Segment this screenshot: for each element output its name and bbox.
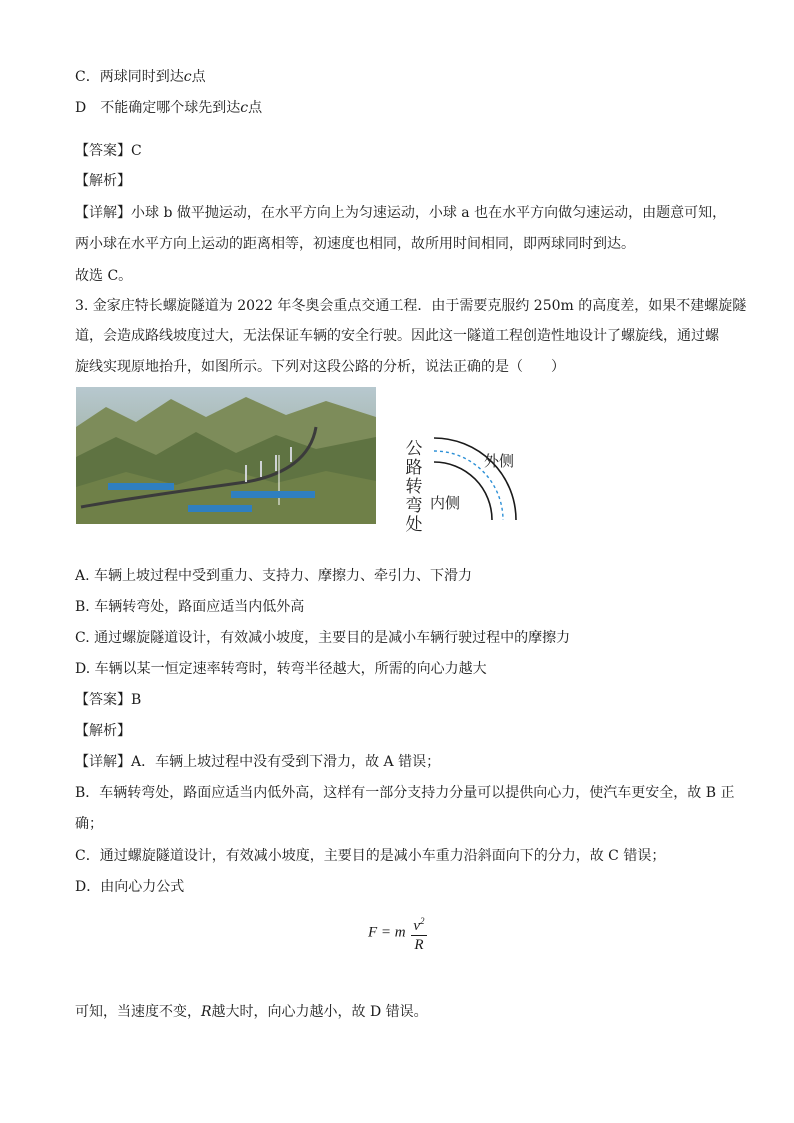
- final-text-1: 可知，当速度不变，: [75, 1004, 201, 1020]
- centripetal-force-formula: [368, 912, 427, 954]
- q3-detail-a: 【详解】A．车辆上坡过程中没有受到下滑力，故 A 错误；: [75, 754, 441, 770]
- formula-lhs: F = m: [368, 924, 406, 941]
- q2-answer: 【答案】C: [75, 143, 142, 159]
- q3-option-c: C. 通过螺旋隧道设计，有效减小坡度，主要目的是减小车辆行驶过程中的摩擦力: [75, 630, 571, 646]
- tunnel-aerial-photo: [76, 387, 376, 524]
- q3-stem-1: 3. 金家庄特长螺旋隧道为 2022 年冬奥会重点交通工程．由于需要克服约 250m 的高度差，如果不建螺旋隧: [75, 298, 747, 314]
- q3-detail-c: C．通过螺旋隧道设计，有效减小坡度，主要目的是减小车重力沿斜面向下的分力，故 C 错误；: [75, 848, 666, 864]
- option-c-text: C．两球同时到达: [75, 69, 184, 85]
- q3-option-a: A. 车辆上坡过程中受到重力、支持力、摩擦力、牵引力、下滑力: [75, 568, 473, 584]
- var-c: c: [240, 100, 249, 116]
- q3-stem-3: 旋线实现原地抬升，如图所示。下列对这段公路的分析，说法正确的是（ ）: [75, 359, 565, 375]
- q3-detail-b-1: B．车辆转弯处，路面应适当内低外高，这样有一部分支持力分量可以提供向心力，使汽车更安全，故 B 正: [75, 785, 735, 801]
- label-char: 转: [405, 477, 423, 497]
- q3-analysis: 【解析】: [75, 723, 131, 739]
- q3-option-b: B. 车辆转弯处，路面应适当内低外高: [75, 599, 305, 615]
- label-char: 弯: [405, 496, 423, 516]
- tunnel-photo-illustration: [76, 387, 376, 524]
- option-d-text: D 不能确定哪个球先到达: [75, 100, 241, 116]
- option-c-suffix: 点: [191, 69, 206, 85]
- label-char: 公: [405, 439, 423, 459]
- q3-detail-d: D．由向心力公式: [75, 879, 185, 895]
- q3-detail-final: [75, 1002, 428, 1022]
- var-r: R: [201, 1004, 212, 1020]
- q2-analysis: 【解析】: [75, 173, 131, 189]
- road-turn-label: [404, 440, 424, 535]
- formula-numerator: [411, 912, 426, 936]
- outer-side-label: 外侧: [484, 452, 515, 470]
- option-d-suffix: 点: [248, 100, 263, 116]
- formula-v: v: [413, 918, 421, 934]
- option-c-prev: [75, 67, 206, 87]
- q2-detail-2: 两小球在水平方向上运动的距离相等，初速度也相同，故所用时间相同，即两球同时到达。: [75, 236, 635, 252]
- label-char: 路: [405, 458, 423, 478]
- q2-detail-1: 【详解】小球 b 做平抛运动，在水平方向上为匀速运动，小球 a 也在水平方向做匀速运动，由题意可知，: [75, 205, 727, 221]
- label-char: 处: [405, 515, 423, 535]
- formula-denominator: R: [414, 937, 424, 953]
- final-text-2: 越大时，向心力越小，故 D 错误。: [211, 1004, 428, 1020]
- q3-option-d: D. 车辆以某一恒定速率转弯时，转弯半径越大，所需的向心力越大: [75, 661, 487, 677]
- formula-fraction: [411, 912, 426, 954]
- option-d-prev: [75, 98, 262, 118]
- q3-stem-2: 道，会造成路线坡度过大，无法保证车辆的安全行驶。因此这一隧道工程创造性地设计了螺旋线，通过螺: [75, 328, 719, 344]
- var-c: c: [183, 69, 192, 85]
- q3-detail-b-2: 确；: [75, 816, 103, 832]
- inner-side-label: 内侧: [430, 494, 461, 512]
- formula-exponent: 2: [420, 916, 425, 926]
- q3-answer: 【答案】B: [75, 692, 142, 708]
- q2-conclusion: 故选 C。: [75, 268, 133, 284]
